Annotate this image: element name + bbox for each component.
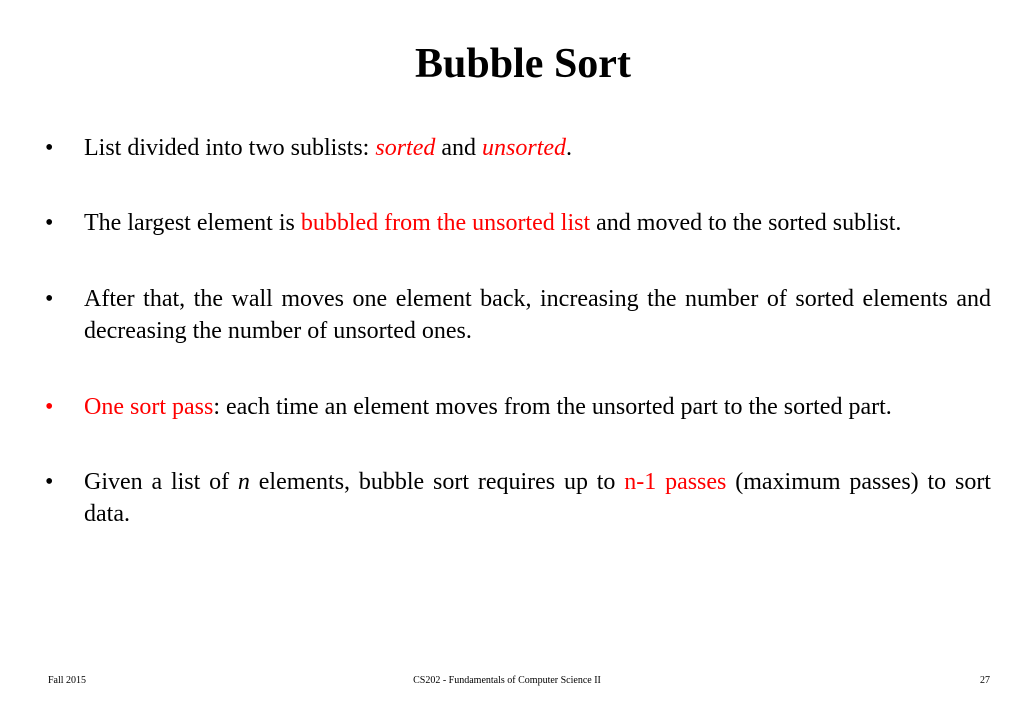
- plain-text: Given a list of: [84, 469, 238, 495]
- emphasis-text: bubbled from the unsorted list: [300, 210, 591, 236]
- plain-text: : each time an element moves from the unsorted part to the sorted part.: [213, 394, 892, 420]
- plain-text: and: [435, 135, 483, 161]
- page-number: 27: [980, 675, 990, 686]
- emphasis-text: One sort pass: [84, 394, 214, 420]
- bullet-text: [84, 466, 991, 530]
- plain-text: and moved to the sorted sublist.: [590, 210, 902, 236]
- footer-course: CS202 - Fundamentals of Computer Science II: [413, 675, 601, 686]
- slide-title: Bubble Sort: [415, 41, 631, 87]
- emphasis-text: sorted: [375, 135, 436, 161]
- emphasis-text: unsorted: [482, 135, 567, 161]
- bullet-text: [84, 207, 991, 239]
- plain-text: elements, bubble sort requires up to: [249, 469, 625, 495]
- plain-text: After that, the wall moves one element back, increasing the number of sorted elements and decreasing the number of unsorted ones.: [84, 286, 991, 344]
- emphasis-text: n-1 passes: [624, 469, 727, 495]
- bullet-marker: •: [45, 394, 54, 420]
- bullet-marker: •: [45, 469, 54, 495]
- bullet-marker: •: [45, 210, 54, 236]
- bullet-text: [84, 391, 991, 423]
- bullet-text: [84, 132, 991, 164]
- footer-date: Fall 2015: [48, 675, 87, 686]
- emphasis-text: n: [237, 469, 250, 495]
- bullet-text: [84, 283, 991, 347]
- bullet-marker: •: [45, 135, 54, 161]
- bullet-marker: •: [45, 286, 54, 312]
- plain-text: The largest element is: [84, 210, 301, 236]
- plain-text: List divided into two sublists:: [84, 135, 376, 161]
- plain-text: .: [566, 135, 573, 161]
- plain-text: (maximum passes) to sort data.: [84, 469, 991, 527]
